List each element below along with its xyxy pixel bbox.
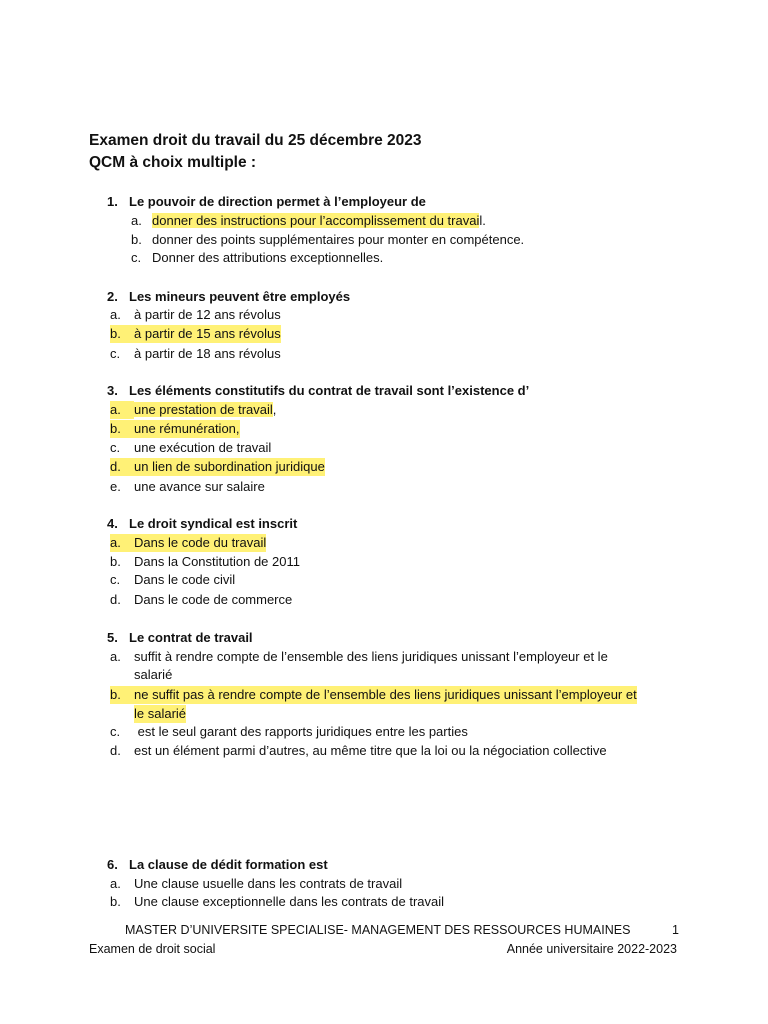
option-letter: c.	[110, 724, 121, 739]
option-text-highlighted: une rémunération,	[134, 421, 240, 436]
question-number: 5.	[107, 630, 118, 645]
option-letter: b.	[110, 554, 121, 569]
option-letter: d.	[110, 459, 121, 474]
option-2a	[110, 306, 281, 324]
option-letter: c.	[110, 440, 121, 455]
question-number: 4.	[107, 516, 118, 531]
question-number: 1.	[107, 194, 118, 209]
option-4d	[110, 591, 292, 609]
option-letter: a.	[131, 213, 142, 228]
question-text: Le contrat de travail	[129, 630, 253, 645]
option-4a	[110, 534, 266, 552]
option-5c	[110, 723, 468, 741]
option-letter: a.	[110, 649, 121, 664]
option-text: suffit à rendre compte de l’ensemble des liens juridiques unissant l’employeur et le	[134, 649, 608, 664]
option-6a	[110, 875, 402, 893]
exam-title: Examen droit du travail du 25 décembre 2023	[89, 132, 422, 149]
option-text: est le seul garant des rapports juridiques entre les parties	[134, 724, 468, 739]
footer-page-number: 1	[672, 923, 679, 937]
option-3c	[110, 439, 271, 457]
option-text-highlighted: donner des instructions pour l’accomplissement du travai	[152, 213, 480, 228]
option-letter: c.	[110, 572, 121, 587]
option-text: Dans le code civil	[134, 572, 236, 587]
option-letter: c.	[110, 346, 121, 361]
option-text-tail: ,	[272, 402, 277, 417]
option-letter: e.	[110, 479, 121, 494]
option-1b	[131, 231, 524, 249]
option-text: à partir de 18 ans révolus	[134, 346, 281, 361]
option-3d	[110, 458, 325, 476]
option-text: une avance sur salaire	[134, 479, 265, 494]
option-text-highlighted: une prestation de travail	[134, 402, 273, 417]
option-5a	[110, 648, 608, 666]
question-text: Les éléments constitutifs du contrat de travail sont l’existence d’	[129, 383, 530, 398]
option-text: Dans la Constitution de 2011	[134, 554, 300, 569]
option-text: Donner des attributions exceptionnelles.	[152, 250, 384, 265]
footer-course: Examen de droit social	[89, 942, 216, 956]
question-number: 3.	[107, 383, 118, 398]
option-1a	[131, 212, 486, 230]
option-2b	[110, 325, 281, 343]
option-letter: b.	[110, 687, 121, 702]
option-text-highlighted: à partir de 15 ans révolus	[134, 326, 281, 341]
option-letter: a.	[110, 876, 121, 891]
option-text-highlighted: un lien de subordination juridique	[134, 459, 325, 474]
question-text: Le droit syndical est inscrit	[129, 516, 298, 531]
question-3	[107, 382, 529, 400]
exam-subtitle: QCM à choix multiple :	[89, 154, 257, 171]
question-2	[107, 288, 350, 306]
question-number: 6.	[107, 857, 118, 872]
option-letter: a.	[110, 307, 121, 322]
footer-academic-year: Année universitaire 2022-2023	[506, 942, 677, 956]
option-5d	[110, 742, 607, 760]
option-text: donner des points supplémentaires pour monter en compétence.	[152, 232, 525, 247]
option-letter: b.	[110, 421, 121, 436]
question-text: Les mineurs peuvent être employés	[129, 289, 351, 304]
option-5b-continuation: le salarié	[134, 706, 187, 721]
option-letter: c.	[131, 250, 142, 265]
option-text: à partir de 12 ans révolus	[134, 307, 281, 322]
option-letter: b.	[110, 326, 121, 341]
option-letter: a.	[110, 535, 121, 550]
option-3a	[110, 401, 276, 419]
question-text: La clause de dédit formation est	[129, 857, 328, 872]
option-text: Une clause exceptionnelle dans les contrats de travail	[134, 894, 445, 909]
option-text: une exécution de travail	[134, 440, 272, 455]
option-text-highlighted: Dans le code du travail	[134, 535, 267, 550]
question-text: Le pouvoir de direction permet à l’employeur de	[129, 194, 426, 209]
option-letter: d.	[110, 592, 121, 607]
option-letter: b.	[131, 232, 142, 247]
option-text: Dans le code de commerce	[134, 592, 293, 607]
option-5b	[110, 686, 637, 704]
option-letter: d.	[110, 743, 121, 758]
question-6	[107, 856, 328, 874]
option-letter: b.	[110, 894, 121, 909]
option-4c	[110, 571, 235, 589]
option-5a-continuation: salarié	[134, 667, 173, 682]
option-2c	[110, 345, 281, 363]
footer-program: MASTER D’UNIVERSITE SPECIALISE- MANAGEMENT DES RESSOURCES HUMAINES	[125, 923, 631, 937]
option-3e	[110, 478, 265, 496]
option-text-highlighted: ne suffit pas à rendre compte de l’ensemble des liens juridiques unissant l’employeur et	[134, 687, 637, 702]
question-number: 2.	[107, 289, 118, 304]
option-letter: a.	[110, 401, 134, 419]
option-text: est un élément parmi d’autres, au même titre que la loi ou la négociation collective	[134, 743, 607, 758]
question-4	[107, 515, 297, 533]
option-1c	[131, 249, 383, 267]
option-4b	[110, 553, 300, 571]
option-6b	[110, 893, 444, 911]
option-text: Une clause usuelle dans les contrats de travail	[134, 876, 403, 891]
option-3b	[110, 420, 240, 438]
question-5	[107, 629, 253, 647]
question-1	[107, 193, 426, 211]
option-text-tail: l.	[479, 213, 486, 228]
